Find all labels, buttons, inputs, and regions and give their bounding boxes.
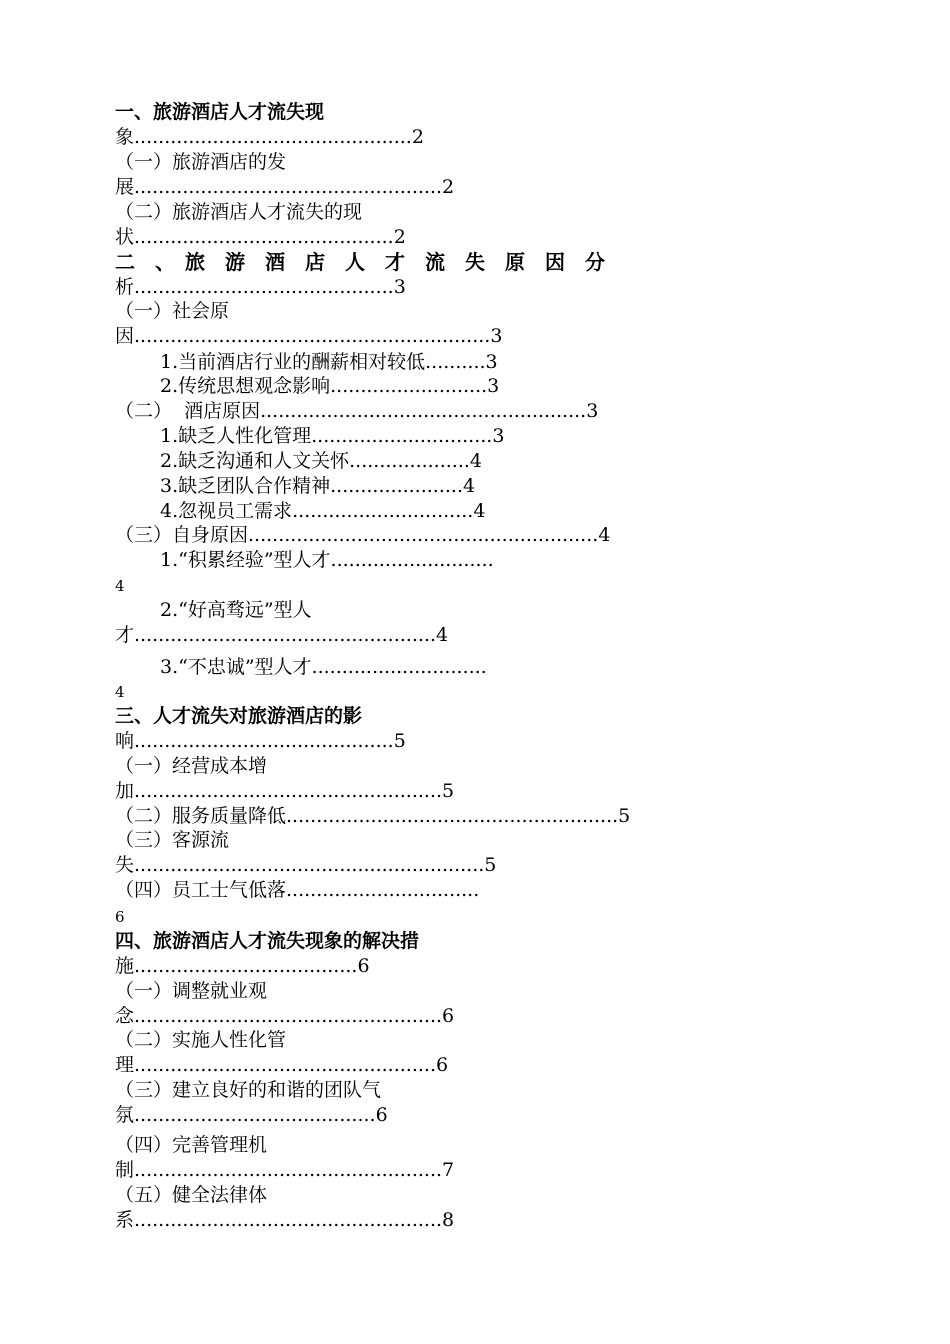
toc-leader-4-1[interactable]: 念...................................................6: [115, 1005, 455, 1027]
toc-heading-2[interactable]: 二 、 旅 游 酒 店 人 才 流 失 原 因 分: [115, 250, 605, 274]
toc-entry-2-2-1[interactable]: 1.缺乏人性化管理..............................3: [160, 425, 505, 447]
toc-leader-4-4[interactable]: 制...................................................7: [115, 1159, 455, 1181]
toc-entry-3-1[interactable]: （一）经营成本增: [115, 755, 268, 777]
toc-entry-2-3-1[interactable]: 1.“积累经验”型人才...........................: [160, 549, 494, 571]
toc-entry-4-3[interactable]: （三）建立良好的和谐的团队气: [115, 1079, 382, 1101]
toc-page-number[interactable]: 4: [115, 683, 125, 701]
toc-leader-2-3-2[interactable]: 才..................................................4: [115, 624, 449, 646]
toc-leader-4-2[interactable]: 理..................................................6: [115, 1054, 449, 1076]
toc-entry-4-4[interactable]: （四）完善管理机: [115, 1134, 268, 1156]
toc-leader-4[interactable]: 施.....................................6: [115, 955, 370, 977]
toc-entry-2-2-3[interactable]: 3.缺乏团队合作精神......................4: [160, 475, 476, 497]
toc-leader-1[interactable]: 象..............................................2: [115, 126, 424, 148]
toc-entry-4-1[interactable]: （一）调整就业观: [115, 980, 268, 1002]
toc-heading-3[interactable]: 三、人才流失对旅游酒店的影: [115, 705, 363, 727]
toc-entry-3-4[interactable]: （四）员工士气低落................................: [115, 879, 480, 901]
toc-leader-4-5[interactable]: 系...................................................8: [115, 1209, 455, 1231]
toc-entry-2-3[interactable]: （三）自身原因..........................................................4: [115, 524, 611, 546]
toc-entry-2-2-4[interactable]: 4.忽视员工需求..............................4: [160, 500, 486, 522]
toc-entry-1-1[interactable]: （一）旅游酒店的发: [115, 151, 287, 173]
toc-leader-3-3[interactable]: 失..........................................................5: [115, 854, 497, 876]
toc-leader-4-3[interactable]: 氛........................................6: [115, 1104, 388, 1126]
toc-leader-1-1[interactable]: 展...................................................2: [115, 176, 455, 198]
toc-heading-1[interactable]: 一、旅游酒店人才流失现: [115, 101, 325, 123]
toc-entry-2-3-3[interactable]: 3.“不忠诚”型人才.............................: [160, 656, 487, 678]
toc-entry-1-2[interactable]: （二）旅游酒店人才流失的现: [115, 201, 363, 223]
toc-heading-4[interactable]: 四、旅游酒店人才流失现象的解决措: [115, 930, 420, 952]
toc-entry-2-1[interactable]: （一）社会原: [115, 300, 230, 322]
toc-entry-2-1-1[interactable]: 1.当前酒店行业的酬薪相对较低..........3: [160, 351, 498, 373]
toc-leader-2[interactable]: 析...........................................3: [115, 276, 406, 298]
toc-entry-4-5[interactable]: （五）健全法律体: [115, 1184, 268, 1206]
toc-entry-2-2[interactable]: （二） 酒店原因......................................................3: [115, 400, 599, 422]
toc-entry-2-1-2[interactable]: 2.传统思想观念影响..........................3: [160, 375, 500, 397]
toc-entry-4-2[interactable]: （二）实施人性化管: [115, 1029, 287, 1051]
toc-leader-1-2[interactable]: 状...........................................2: [115, 226, 406, 248]
toc-leader-3-1[interactable]: 加...................................................5: [115, 780, 455, 802]
toc-entry-3-3[interactable]: （三）客源流: [115, 829, 230, 851]
toc-entry-3-2[interactable]: （二）服务质量降低.......................................................5: [115, 805, 631, 827]
toc-entry-2-3-2[interactable]: 2.“好高骛远”型人: [160, 599, 312, 621]
toc-leader-2-1[interactable]: 因...........................................................3: [115, 325, 503, 347]
toc-page-number[interactable]: 4: [115, 577, 125, 595]
toc-page-number[interactable]: 6: [115, 908, 125, 926]
toc-entry-2-2-2[interactable]: 2.缺乏沟通和人文关怀....................4: [160, 450, 483, 472]
toc-leader-3[interactable]: 响...........................................5: [115, 730, 406, 752]
